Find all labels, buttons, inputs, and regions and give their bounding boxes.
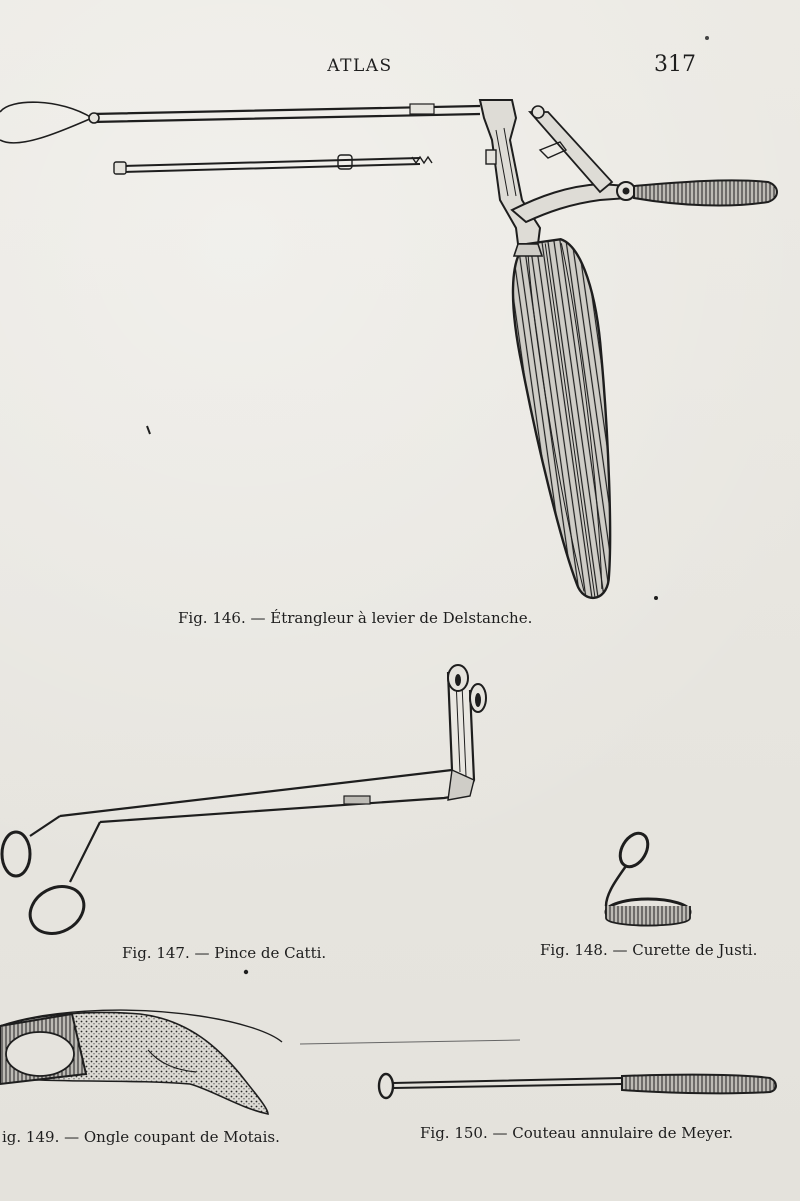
page-number: 317 (654, 52, 696, 77)
fig-149-finger-nail-cutter-illustration (0, 970, 520, 1114)
figure-caption-148: Fig. 148. — Curette de Justi. (540, 941, 758, 959)
fig-147-forceps-illustration (2, 665, 486, 943)
figure-caption-150: Fig. 150. — Couteau annulaire de Meyer. (420, 1124, 734, 1142)
fig-146-strangler-illustration (0, 36, 777, 604)
figure-caption-147: Fig. 147. — Pince de Catti. (122, 944, 327, 962)
running-header: ATLAS (327, 56, 393, 76)
fig-150-ring-knife-illustration (379, 1074, 776, 1098)
fig-148-curette-illustration (606, 828, 690, 925)
figure-caption-149: ig. 149. — Ongle coupant de Motais. (2, 1128, 280, 1146)
figure-caption-146: Fig. 146. — Étrangleur à levier de Delstanche. (178, 609, 533, 627)
